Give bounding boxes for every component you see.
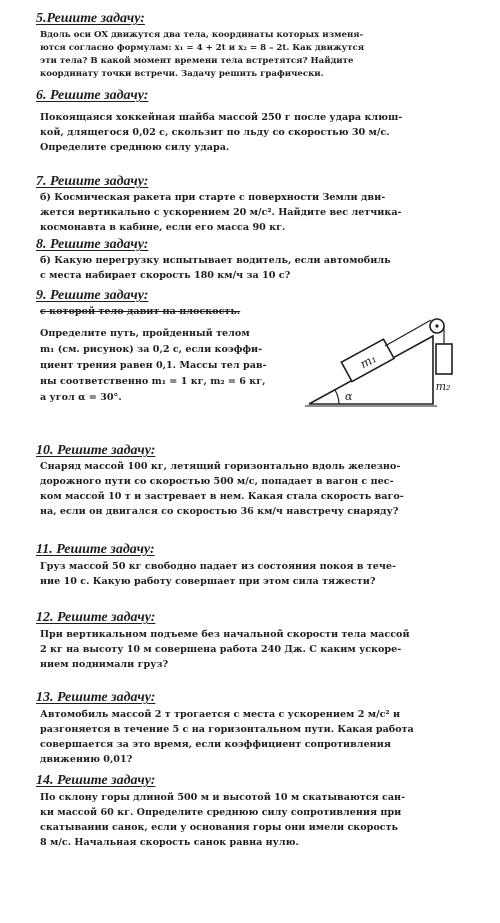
task-10-title: 10. Решите задачу:	[36, 443, 156, 458]
task-7-text: б) Космическая ракета при старте с поверхности Земли дви- жется вертикально с ускорением 20 м/с². Найдите вес летчика- космонавта в кабине, если его масса 90 кг.	[40, 192, 402, 233]
task-9-text: Определите путь, пройденный телом m₁ (см. рисунок) за 0,2 с, если коэффи- циент трения равен 0,1. Массы тел рав- ны соответственно m₁ = 1 кг, m₂ = 6 кг, а угол α = 30°.	[40, 328, 267, 403]
task-14-text: По склону горы длиной 500 м и высотой 10 м скатываются сан- ки массой 60 кг. Определите среднюю силу сопротивления при скатывании санок, если у основания горы они имели скорость 8 м/с. Начальная скорость санок равна нулю.	[40, 792, 406, 848]
task-9-struck-text: с которой тело давит на плоскость.	[40, 306, 241, 317]
task-6-title: 6. Решите задачу:	[36, 88, 149, 103]
task-5-title: 5.Решите задачу:	[36, 11, 145, 26]
task-8-text: б) Какую перегрузку испытывает водитель, если автомобиль с места набирает скорость 180 км/ч за 10 с?	[40, 255, 391, 281]
angle-label: α	[345, 390, 353, 403]
task-6-text: Покоящаяся хоккейная шайба массой 250 г после удара клюш- кой, длящегося 0,02 с, скользит по льду со скоростью 30 м/с. Определите среднюю силу удара.	[40, 112, 403, 153]
task-12-title: 12. Решите задачу:	[36, 610, 156, 625]
angle-arc	[335, 390, 339, 404]
task-10-text: Снаряд массой 100 кг, летящий горизонтально вдоль железно- дорожного пути со скоростью 500 м/с, попадает в вагон с пес- ком массой 10 т и застревает в нем. Какая стала скорость ваго- на, если он двигался со скоростью 36 км/ч навстречу снаряду?	[40, 461, 404, 517]
task-13-title: 13. Решите задачу:	[36, 690, 156, 705]
task-8-title: 8. Решите задачу:	[36, 237, 149, 252]
task-11-text: Груз массой 50 кг свободно падает из состояния покоя в тече- ние 10 с. Какую работу совершает при этом сила тяжести?	[40, 561, 396, 587]
pulley-axle	[435, 324, 438, 327]
inclined-plane-figure	[305, 308, 485, 408]
task-9-title: 9. Решите задачу:	[36, 288, 149, 303]
block-m2	[436, 344, 452, 374]
task-7-title: 7. Решите задачу:	[36, 174, 149, 189]
task-12-text: При вертикальном подъеме без начальной скорости тела массой 2 кг на высоту 10 м совершена работа 240 Дж. С каким ускоре- нием поднимали груз?	[40, 629, 410, 670]
block-m1-label: m₁	[357, 351, 379, 372]
string-incline	[385, 320, 431, 346]
task-14-title: 14. Решите задачу:	[36, 773, 156, 788]
task-5-text: Вдоль оси ОХ движутся два тела, координаты которых изменя- ются согласно формулам: x₁ = 4 + 2t и x₂ = 8 – 2t. Как движутся эти тела? В какой момент времени тела встретятся? Найдите координату точки встречи. Задачу решить графически.	[40, 30, 365, 79]
block-m2-label: m₂	[435, 380, 451, 393]
task-11-title: 11. Решите задачу:	[36, 542, 155, 557]
task-13-text: Автомобиль массой 2 т трогается с места с ускорением 2 м/с² и разгоняется в течение 5 с на горизонтальном пути. Какая работа совершается за это время, если коэффициент сопротивления движению 0,01?	[40, 709, 414, 765]
